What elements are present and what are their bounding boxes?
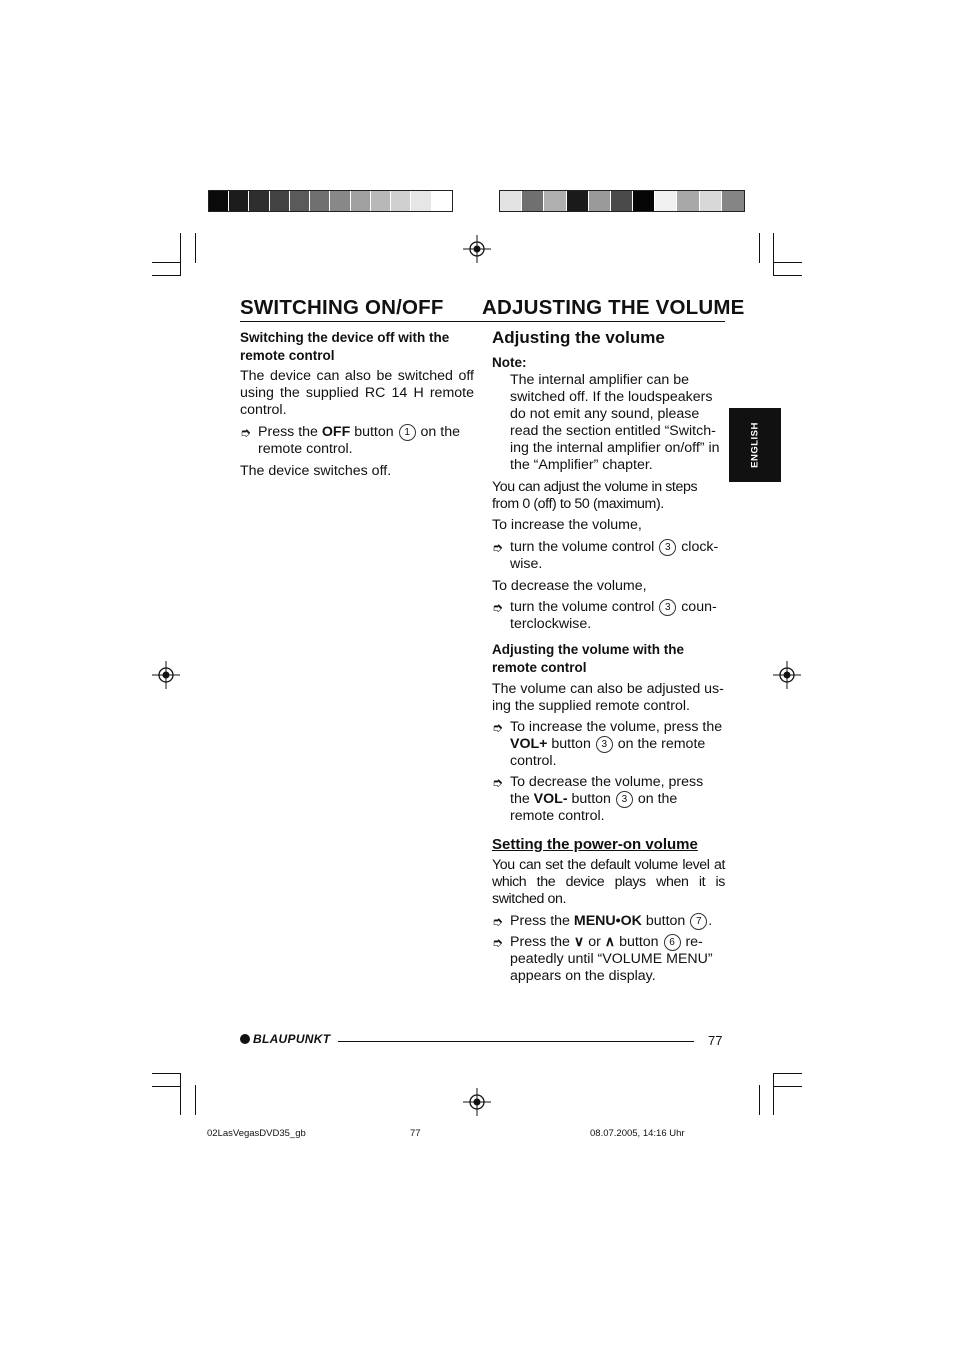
color-swatch — [722, 191, 744, 211]
color-swatch — [209, 191, 229, 211]
color-swatch — [522, 191, 544, 211]
button-number-badge: 3 — [659, 539, 676, 556]
button-number-badge: 6 — [664, 934, 681, 951]
page-title-right: ADJUSTING THE VOLUME — [482, 296, 745, 319]
color-swatch — [310, 191, 330, 211]
print-file-name: 02LasVegasDVD35_gb — [207, 1128, 306, 1139]
color-swatch — [290, 191, 310, 211]
color-swatch — [270, 191, 290, 211]
arrow-right-icon: ➮ — [492, 935, 503, 950]
color-calibration-bar-left — [208, 190, 453, 212]
step-turn-counterclockwise: ➮ turn the volume control 3 coun-terclockwise. — [492, 599, 717, 632]
section-heading-power-on-volume: Setting the power-on volume — [492, 836, 698, 853]
page-title-left: SWITCHING ON/OFF — [240, 296, 444, 319]
step-turn-clockwise: ➮ turn the volume control 3 clock-wise. — [492, 539, 719, 572]
button-number-badge: 3 — [616, 791, 633, 808]
arrow-right-icon: ➮ — [492, 914, 503, 929]
subheading-remote-volume: Adjusting the volume with the remote control — [492, 642, 684, 675]
arrow-right-icon: ➮ — [492, 775, 503, 790]
color-swatch — [611, 191, 633, 211]
registration-mark-icon — [152, 661, 180, 689]
left-column — [240, 329, 474, 480]
color-swatch — [655, 191, 677, 211]
arrow-right-icon: ➮ — [240, 425, 251, 440]
registration-mark-icon — [463, 1088, 491, 1116]
volume-range-text: You can adjust the volume in steps from 0 (off) to 50 (maximum). — [492, 479, 698, 512]
chevron-up-icon: ∧ — [604, 934, 616, 950]
color-swatch — [229, 191, 249, 211]
color-swatch — [371, 191, 391, 211]
button-number-badge: 1 — [399, 424, 416, 441]
color-swatch — [249, 191, 269, 211]
right-column — [492, 329, 725, 985]
footer-rule — [338, 1041, 694, 1042]
color-swatch — [411, 191, 431, 211]
button-number-badge: 3 — [596, 736, 613, 753]
registration-mark-icon — [463, 235, 491, 263]
step-press-up-down: ➮ Press the ∨ or ∧ button 6 re-peatedly until “VOLUME MENU” appears on the display. — [492, 934, 713, 984]
chevron-down-icon: ∨ — [573, 934, 585, 950]
color-swatch — [677, 191, 699, 211]
color-swatch — [432, 191, 452, 211]
result-text: The device switches off. — [240, 463, 392, 479]
button-number-badge: 7 — [690, 913, 707, 930]
brand-logo: BLAUPUNKT — [240, 1032, 330, 1046]
step-press-off: ➮ Press the OFF button 1 on the remote control. — [240, 424, 460, 457]
arrow-right-icon: ➮ — [492, 540, 503, 555]
subheading-remote-off: Switching the device off with the remote control — [240, 330, 450, 363]
color-swatch — [633, 191, 655, 211]
page-number: 77 — [708, 1033, 723, 1048]
button-number-badge: 3 — [659, 599, 676, 616]
color-swatch — [544, 191, 566, 211]
color-swatch — [500, 191, 522, 211]
section-heading-volume: Adjusting the volume — [492, 328, 665, 347]
increase-label: To increase the volume, — [492, 517, 642, 533]
arrow-right-icon: ➮ — [492, 600, 503, 615]
print-sheet-number: 77 — [410, 1128, 421, 1139]
color-swatch — [391, 191, 411, 211]
step-vol-minus: ➮ To decrease the volume, press the VOL- button 3 on the remote control. — [492, 774, 704, 824]
color-swatch — [567, 191, 589, 211]
heading-rule — [240, 321, 725, 322]
color-swatch — [351, 191, 371, 211]
paragraph-remote-volume: The volume can also be adjusted us-ing the supplied remote control. — [492, 681, 724, 714]
step-press-menu-ok: ➮ Press the MENU•OK button 7 . — [492, 913, 713, 929]
step-vol-plus: ➮ To increase the volume, press the VOL+ button 3 on the remote control. — [492, 719, 723, 769]
note-text: The internal amplifier can be switched off. If the loudspeakers do not emit any sound, please read the section entitled “Switch-ing the internal amplifier on/off” in the “Amplifier” chapter. — [510, 372, 720, 473]
color-swatch — [700, 191, 722, 211]
print-date: 08.07.2005, 14:16 Uhr — [590, 1128, 685, 1139]
registration-mark-icon — [773, 661, 801, 689]
arrow-right-icon: ➮ — [492, 720, 503, 735]
color-calibration-bar-right — [499, 190, 745, 212]
note-label: Note: — [492, 355, 527, 370]
logo-dot-icon — [240, 1034, 250, 1044]
paragraph-remote-off: The device can also be switched off using the supplied RC 14 H remote control. — [240, 368, 474, 418]
color-swatch — [330, 191, 350, 211]
color-swatch — [589, 191, 611, 211]
language-tab: ENGLISH — [729, 408, 781, 482]
decrease-label: To decrease the volume, — [492, 578, 647, 594]
paragraph-power-on-volume: You can set the default volume level at which the device plays when it is switched on. — [492, 857, 725, 907]
